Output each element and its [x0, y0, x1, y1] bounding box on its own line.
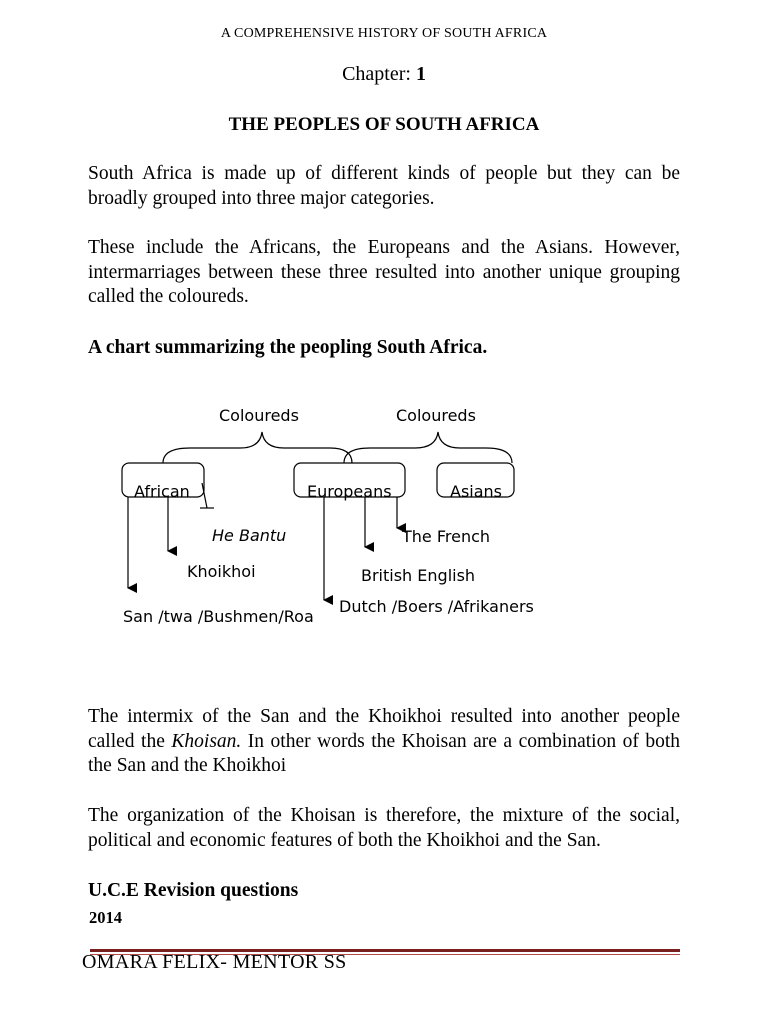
running-header: A COMPREHENSIVE HISTORY OF SOUTH AFRICA — [220, 26, 548, 41]
the-french-label: The French — [402, 527, 491, 546]
paragraph-groups: South Africa is made up of different kinds of people but they can be broadly grouped into three major categories. — [88, 163, 680, 209]
khoisan-term: Khoisan. — [171, 730, 242, 752]
footer-author: OMARA FELIX- MENTOR SS — [82, 951, 347, 973]
chapter-title: THE PEOPLES OF SOUTH AFRICA — [228, 114, 540, 135]
revision-year: 2014 — [89, 908, 122, 927]
brace-left — [163, 432, 352, 463]
europeans-label: Europeans — [307, 482, 392, 501]
chapter-word: Chapter: — [342, 63, 411, 85]
khoikhoi-label: Khoikhoi — [187, 562, 256, 581]
paragraph-categories: These include the Africans, the Europeans and the Asians. However, intermarriages between these three resulted into another unique grouping called the coloureds. — [88, 237, 680, 307]
khoisan-text-end: In other words the Khoisan are a combination of both the San and the Khoikhoi — [88, 730, 680, 776]
paragraph-organization: The organization of the Khoisan is therefore, the mixture of the social, political and economic features of both the Khoikhoi and the San. — [88, 805, 680, 851]
african-label: African — [134, 482, 190, 501]
chart-heading: A chart summarizing the peopling South Africa. — [88, 337, 488, 358]
revision-heading: U.C.E Revision questions — [88, 880, 299, 901]
asians-label: Asians — [450, 482, 503, 501]
british-label: British English — [361, 566, 476, 585]
brace-right — [344, 432, 512, 463]
khoisan-text-start: The intermix of the San and the Khoikhoi resulted into another people called the — [88, 706, 680, 752]
coloureds-label-right: Coloureds — [396, 406, 476, 425]
chapter-number: 1 — [415, 63, 426, 85]
he-bantu-label: He Bantu — [212, 526, 287, 545]
san-label: San /twa /Bushmen/Roa — [123, 607, 314, 626]
dutch-label: Dutch /Boers /Afrikaners — [339, 597, 534, 616]
coloureds-label-left: Coloureds — [219, 406, 299, 425]
paragraph-khoisan — [88, 705, 680, 779]
